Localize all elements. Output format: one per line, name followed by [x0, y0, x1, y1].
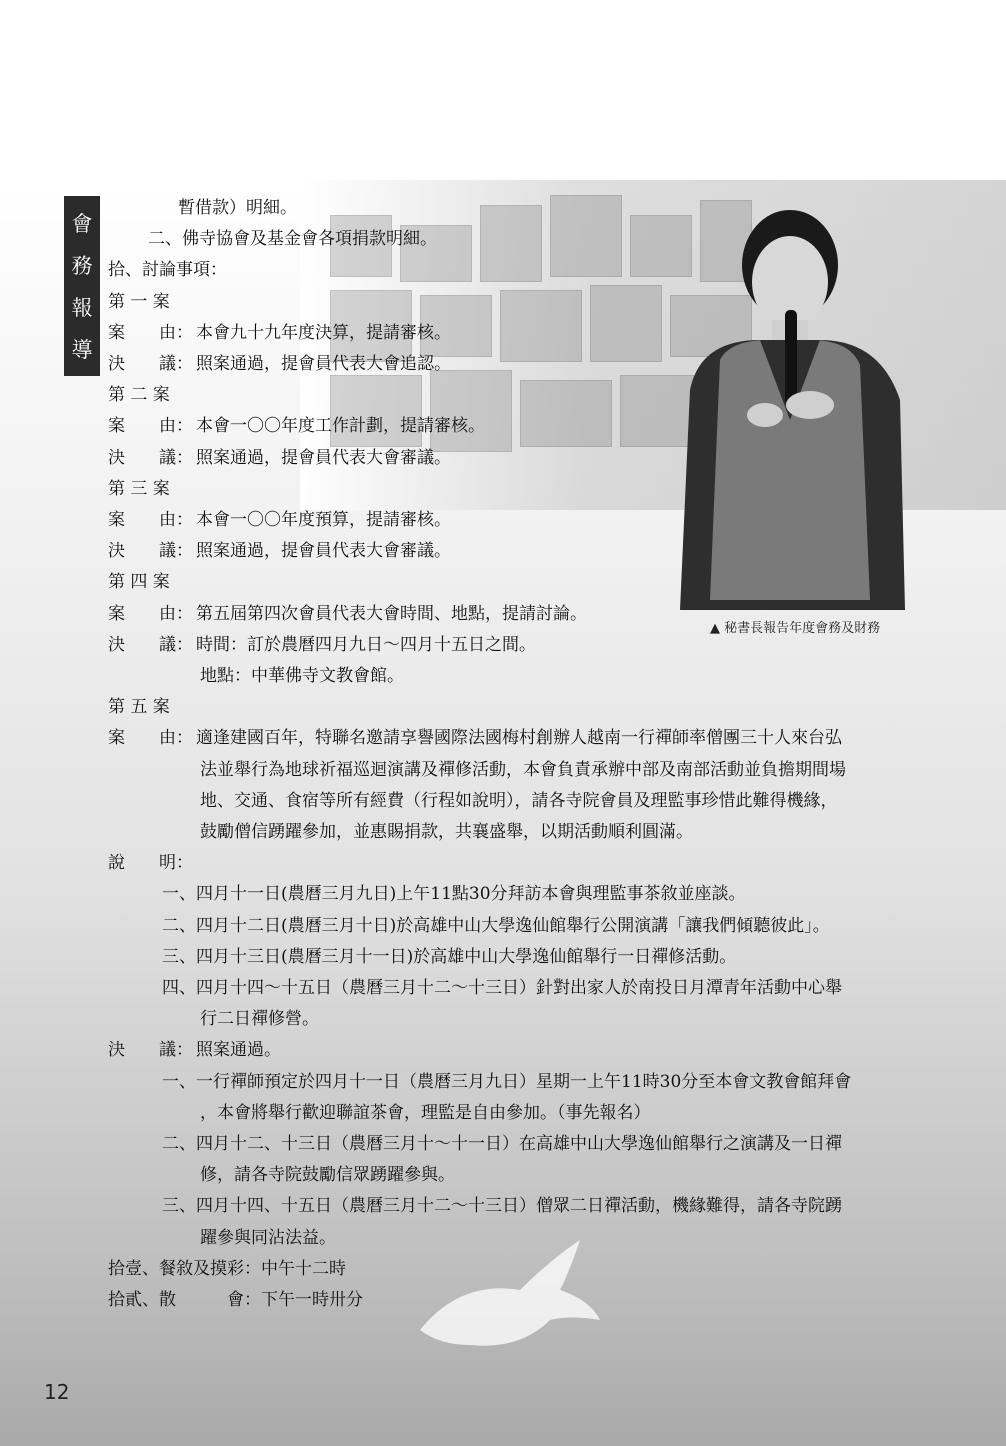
line-text: 鼓勵僧信踴躍參加，並惠賜捐款，共襄盛舉，以期活動順利圓滿。 [200, 822, 693, 842]
text-line [178, 196, 297, 220]
line-text: 本會九十九年度決算，提請審核。 [196, 322, 451, 343]
text-line [148, 227, 437, 251]
line-text: 照案通過。 [196, 1040, 281, 1061]
line-label: 說 明： [108, 853, 193, 874]
line-text: 拾貳、散 會：下午一時卅分 [108, 1290, 363, 1310]
line-label: 決 議： [108, 1040, 193, 1061]
text-line [108, 414, 485, 438]
line-label: 決 議： [108, 354, 193, 374]
line-label: 案 由： [108, 416, 193, 437]
line-text: 第 三 案 [108, 478, 170, 499]
line-text: ，本會將舉行歡迎聯誼茶會，理監是自由參加。（事先報名） [200, 1102, 651, 1123]
text-line [200, 789, 838, 813]
line-text: 二、四月十二、十三日（農曆三月十～十一日）在高雄中山大學逸仙館舉行之演講及一日禪 [162, 1134, 842, 1154]
line-text: 地、交通、食宿等所有經費（行程如說明），請各寺院會員及理監事珍惜此難得機緣， [200, 790, 838, 811]
text-line [108, 851, 196, 875]
line-text: 第 二 案 [108, 385, 170, 406]
line-text: 本會一〇〇年度預算，提請審核。 [196, 510, 451, 530]
text-line [108, 1288, 363, 1312]
line-label: 決 議： [108, 634, 193, 655]
line-text: 照案通過，提會員代表大會審議。 [196, 447, 451, 468]
text-line [162, 1070, 851, 1094]
text-line [162, 1132, 842, 1156]
text-line [108, 695, 170, 719]
line-text: 拾壹、餐敘及摸彩：中午十二時 [108, 1258, 346, 1279]
text-line [162, 1194, 842, 1218]
section-tab-char: 導 [71, 338, 93, 362]
line-text: 四、四月十四～十五日（農曆三月十二～十三日）針對出家人於南投日月潭青年活動中心舉 [162, 978, 842, 998]
line-text: 三、四月十四、十五日（農曆三月十二～十三日）僧眾二日禪活動，機緣難得，請各寺院踴 [162, 1196, 842, 1217]
text-line [162, 945, 736, 969]
text-line [200, 1007, 319, 1031]
line-text: 第 四 案 [108, 572, 170, 593]
section-tab-char: 會 [71, 212, 93, 236]
photo-caption: ▲ 秘書長報告年度會務及財務 [710, 621, 881, 636]
text-line [108, 539, 451, 563]
text-line [200, 1163, 455, 1187]
text-line [162, 976, 842, 1000]
line-label: 決 議： [108, 541, 193, 562]
line-text: 法並舉行為地球祈福巡迴演講及禪修活動，本會負責承辦中部及南部活動並負擔期間場 [200, 759, 846, 780]
text-line [108, 477, 170, 501]
line-text: 二、佛寺協會及基金會各項捐款明細。 [148, 229, 437, 250]
line-text: 行二日禪修營。 [200, 1009, 319, 1030]
text-line [108, 633, 536, 657]
line-label: 案 由： [108, 603, 193, 624]
line-text: 適逢建國百年，特聯名邀請享譽國際法國梅村創辦人越南一行禪師率僧團三十人來台弘 [196, 728, 842, 749]
line-text: 拾、討論事項： [108, 260, 227, 281]
text-line [200, 1226, 336, 1250]
line-text: 地點：中華佛寺文教會館。 [200, 666, 404, 686]
text-line [108, 602, 587, 626]
section-tab [64, 196, 100, 376]
text-line [200, 820, 693, 844]
speaker-photo [660, 190, 910, 610]
text-line [108, 446, 451, 470]
text-line [108, 258, 227, 282]
line-text: 第五屆第四次會員代表大會時間、地點，提請討論。 [196, 603, 587, 624]
line-text: 照案通過，提會員代表大會審議。 [196, 541, 451, 562]
section-tab-char: 報 [71, 296, 93, 320]
line-text: 二、四月十二日(農曆三月十日)於高雄中山大學逸仙館舉行公開演講「讓我們傾聽彼此」。 [162, 915, 830, 936]
rabbit-watermark [400, 1220, 610, 1360]
line-text: 一、一行禪師預定於四月十一日（農曆三月九日）星期一上午11時30分至本會文教會館拜會 [162, 1071, 852, 1092]
text-line [200, 664, 404, 688]
text-line [200, 758, 846, 782]
text-line [108, 352, 451, 376]
line-text: 躍參與同沾法益。 [200, 1227, 336, 1248]
text-line [108, 1038, 281, 1062]
line-text: 第 一 案 [108, 291, 170, 312]
text-line [108, 508, 451, 532]
text-line [108, 570, 170, 594]
line-text: 時間：訂於農曆四月九日～四月十五日之間。 [196, 634, 536, 655]
text-line [108, 1257, 346, 1281]
text-line [108, 321, 451, 345]
line-label: 決 議： [108, 447, 193, 468]
line-text: 暫借款）明細。 [178, 198, 297, 218]
text-line [200, 1101, 651, 1125]
line-label: 案 由： [108, 322, 193, 343]
line-label: 案 由： [108, 510, 193, 530]
text-line [108, 726, 842, 750]
line-label: 案 由： [108, 728, 193, 749]
line-text: 本會一〇〇年度工作計劃，提請審核。 [196, 416, 485, 437]
text-line [108, 290, 170, 314]
page-number: 12 [44, 1380, 70, 1404]
text-line [162, 914, 830, 938]
section-tab-char: 務 [71, 254, 93, 278]
line-text: 一、四月十一日(農曆三月九日)上午11點30分拜訪本會與理監事茶敘並座談。 [162, 884, 746, 905]
line-text: 三、四月十三日(農曆三月十一日)於高雄中山大學逸仙館舉行一日禪修活動。 [162, 946, 737, 967]
text-line [108, 383, 170, 407]
line-text: 第 五 案 [108, 697, 170, 718]
text-line [162, 882, 746, 906]
line-text: 修，請各寺院鼓勵信眾踴躍參與。 [200, 1165, 455, 1186]
line-text: 照案通過，提會員代表大會追認。 [196, 354, 451, 374]
